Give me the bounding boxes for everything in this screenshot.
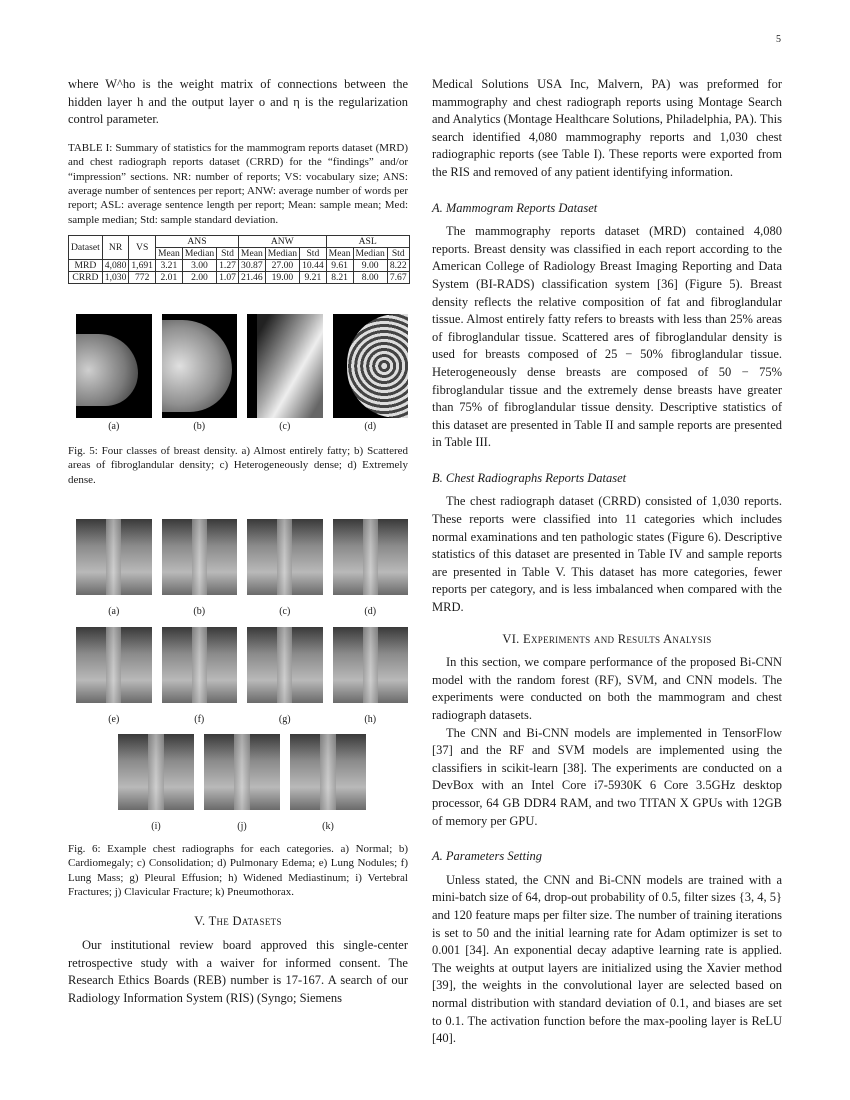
table-caption: TABLE I: Summary of statistics for the mammogram reports dataset (MRD) and chest radiograph reports dataset (CRRD) for the “findings” and/or “impression” sections. NR: number of reports; VS: vocabulary size; ANS: average number of sentences per report; ANW: average number of words per report; ASL: average sentence length per report; Mean: sample mean; Med: sample median; Std: sample standard deviation. xyxy=(68,141,408,226)
radiograph-image xyxy=(333,627,409,703)
figure-label: (d) xyxy=(364,606,377,618)
table-cell: 3.21 xyxy=(155,260,182,272)
radiograph-image xyxy=(118,734,194,810)
figure-6-caption: Fig. 6: Example chest radiographs for each categories. a) Normal; b) Cardiomegaly; c) Consolidation; d) Pulmonary Edema; e) Lung Nodules; f) Lung Mass; g) Pleural Effusion; h) Widened Mediastinum; i) Vertebral Fractures; j) Clavicular Fracture; k) Pneumothorax. xyxy=(68,842,408,899)
table-header-cell: NR xyxy=(102,236,129,260)
figure-6-panel xyxy=(76,519,152,621)
section-5-title: V. The Datasets xyxy=(194,914,282,929)
table-cell: 1.07 xyxy=(217,272,239,284)
parameters-setting-title: A. Parameters Setting xyxy=(432,849,543,864)
figure-6-panel xyxy=(76,627,152,729)
table-header-cell: ANS xyxy=(155,236,238,248)
radiograph-image xyxy=(76,627,152,703)
table-cell: 1,691 xyxy=(129,260,156,272)
page-number: 5 xyxy=(776,34,781,45)
figure-5-caption: Fig. 5: Four classes of breast density. a) Almost entirely fatty; b) Scattered areas of fibroglandular density; c) Heterogeneously dense; d) Extremely dense. xyxy=(68,444,408,486)
radiograph-image xyxy=(247,627,323,703)
figure-6-panel xyxy=(247,519,323,621)
intro-paragraph: where W^ho is the weight matrix of connections between the hidden layer h and the output layer o and η is the regularization control parameter. xyxy=(68,77,408,127)
table-subheader-cell: Mean xyxy=(238,248,265,260)
figure-label: (b) xyxy=(193,421,206,433)
figure-5-panel xyxy=(247,314,323,436)
left-column xyxy=(68,76,408,1007)
section-6-paragraph: In this section, we compare performance of the proposed Bi-CNN model with the random forest (RF), SVM, and CNN models. The experiments were conducted on both the mammogram and chest radiograph datasets. xyxy=(432,655,782,722)
section-6-paragraph: The CNN and Bi-CNN models are implemented in TensorFlow [37] and the RF and SVM models are implemented using the classifiers in scikit-learn [38]. The experiments are conducted on a DevBox with an Intel Core i7-5930K 6 Core 3.5GHz desktop processor, 64 GB DDR4 RAM, and two TITAN X GPUs with 12GB of memory per GPU. xyxy=(432,725,782,828)
table-row xyxy=(69,260,410,272)
figure-label: (e) xyxy=(108,713,120,725)
subsection-a-paragraph: The mammography reports dataset (MRD) contained 4,080 reports. Breast density was classified in each report according to the American College of Radiology Breast Imaging Reporting and Data System (BI-RADS) classification system [36] (Figure 5). Breast density reflects the relative composition of fat and fibroglandular tissue. Almost entirely fatty refers to breasts with less than 25% areas of fibroglandular tissue. Scattered ares of fibroglandular density is used for breasts composed of 25 − 50% fibroglandular tissue. Heterogeneously dense breasts are composed of 50 − 75% fibroglandular tissue and the extremely dense breasts have greater than 75% of fibroglandular tissue density. Descriptive statistics of this dataset are presented in Table II and sample reports are presented in Table III. xyxy=(432,224,782,450)
figure-label: (i) xyxy=(151,821,161,833)
section-5-paragraph: Our institutional review board approved this single-center retrospective study with a waiver for informed consent. The Research Ethics Boards (REB) number is 17-167. A search of our Radiology Information System (RIS) (Syngo; Siemens xyxy=(68,938,408,1005)
subsection-b-paragraph: The chest radiograph dataset (CRRD) consisted of 1,030 reports. These reports were classified into 11 categories which includes normal examinations and ten pathologic states (Figure 6). Descriptive statistics of this dataset are presented in Table IV and sample reports are presented in Table V. This dataset has more categories, fewer reports per category, and is less imbalanced when compared with the MRD. xyxy=(432,494,782,615)
section-6-title: VI. Experiments and Results Analysis xyxy=(502,631,712,646)
table-subheader-cell: Mean xyxy=(155,248,182,260)
table-cell: 21.46 xyxy=(238,272,265,284)
table-header-cell: ANW xyxy=(238,236,326,248)
right-column xyxy=(432,76,782,1048)
figure-6-panel xyxy=(333,627,409,729)
table-cell: 772 xyxy=(129,272,156,284)
figure-label: (d) xyxy=(364,421,377,433)
table-header-row xyxy=(69,236,410,248)
paragraph: Medical Solutions USA Inc, Malvern, PA) was preformed for mammography and chest radiograph reports using Montage Search and Analytics (Montage Healthcare Solutions, Philadelphia, PA). This search identified 4,080 mammography reports and 1,030 chest radiographic reports (see Table I). These reports were exported from the RIS and removed of any patient identifying information. xyxy=(432,77,782,179)
table-cell: 2.00 xyxy=(182,272,216,284)
figure-6-row-2 xyxy=(68,627,408,729)
mammogram-image xyxy=(162,314,238,418)
table-subheader-cell: Median xyxy=(182,248,216,260)
figure-5-panel xyxy=(76,314,152,436)
figure-6-panel xyxy=(162,519,238,621)
radiograph-image xyxy=(162,627,238,703)
figure-6-row-3 xyxy=(68,734,408,836)
figure-5-images xyxy=(68,314,408,436)
table-header-cell: Dataset xyxy=(69,236,103,260)
figure-label: (j) xyxy=(237,821,247,833)
figure-6-panel xyxy=(204,734,280,836)
radiograph-image xyxy=(76,519,152,595)
radiograph-image xyxy=(204,734,280,810)
table-cell: 1.27 xyxy=(217,260,239,272)
mammogram-image xyxy=(333,314,409,418)
radiograph-image xyxy=(247,519,323,595)
table-subheader-cell: Median xyxy=(265,248,299,260)
figure-label: (h) xyxy=(364,713,377,725)
table-cell: 9.00 xyxy=(353,260,387,272)
radiograph-image xyxy=(290,734,366,810)
figure-6-panel xyxy=(333,519,409,621)
table-cell: MRD xyxy=(69,260,103,272)
figure-label: (c) xyxy=(279,606,291,618)
table-cell: 8.21 xyxy=(326,272,353,284)
figure-label: (g) xyxy=(278,713,291,725)
figure-label: (f) xyxy=(194,713,205,725)
table-cell: 19.00 xyxy=(265,272,299,284)
table-header-cell: ASL xyxy=(326,236,409,248)
table-cell: 30.87 xyxy=(238,260,265,272)
table-cell: 8.22 xyxy=(387,260,409,272)
table-subheader-cell: Mean xyxy=(326,248,353,260)
table-cell: 8.00 xyxy=(353,272,387,284)
table-cell: CRRD xyxy=(69,272,103,284)
figure-6-row-1 xyxy=(68,519,408,621)
subsection-b-title: B. Chest Radiographs Reports Dataset xyxy=(432,470,627,485)
mammogram-image xyxy=(247,314,323,418)
table-subheader-cell: Std xyxy=(217,248,239,260)
table-cell: 10.44 xyxy=(300,260,327,272)
table-cell: 27.00 xyxy=(265,260,299,272)
table-subheader-cell: Median xyxy=(353,248,387,260)
figure-5-panel xyxy=(333,314,409,436)
figure-label: (a) xyxy=(108,606,120,618)
figure-label: (a) xyxy=(108,421,120,433)
subsection-a-title: A. Mammogram Reports Dataset xyxy=(432,200,598,215)
table-cell: 7.67 xyxy=(387,272,409,284)
table-cell: 4,080 xyxy=(102,260,129,272)
table-subheader-cell: Std xyxy=(300,248,327,260)
figure-label: (k) xyxy=(322,821,334,833)
table-subheader-cell: Std xyxy=(387,248,409,260)
figure-6-panel xyxy=(162,627,238,729)
table-row xyxy=(69,272,410,284)
mammogram-image xyxy=(76,314,152,418)
table-cell: 9.61 xyxy=(326,260,353,272)
figure-label: (b) xyxy=(193,606,206,618)
figure-6-panel xyxy=(118,734,194,836)
parameters-setting-paragraph: Unless stated, the CNN and Bi-CNN models are trained with a mini-batch size of 64, drop-out probability of 0.5, filter sizes {3, 4, 5} and 120 feature maps per filter size. The number of training iterations is set to 50 and the initial learning rate for Adam optimizer is set to 0.001 [34]. An exponential decay adaptive learning rate is applied. The weights at output layers are initialized using the Xavier method [39], the weights in the convolutional layer are selected based on normal distribution with standard deviation of 0.1, and biases are set to 0.1. The activation function before the max-pooling layer is ReLU [40]. xyxy=(432,872,782,1046)
statistics-table xyxy=(68,235,410,284)
table-header-cell: VS xyxy=(129,236,156,260)
table-cell: 1,030 xyxy=(102,272,129,284)
table-cell: 2.01 xyxy=(155,272,182,284)
figure-label: (c) xyxy=(279,421,291,433)
radiograph-image xyxy=(162,519,238,595)
radiograph-image xyxy=(333,519,409,595)
table-cell: 3.00 xyxy=(182,260,216,272)
figure-5-panel xyxy=(162,314,238,436)
figure-6-panel xyxy=(290,734,366,836)
table-cell: 9.21 xyxy=(300,272,327,284)
figure-6-panel xyxy=(247,627,323,729)
